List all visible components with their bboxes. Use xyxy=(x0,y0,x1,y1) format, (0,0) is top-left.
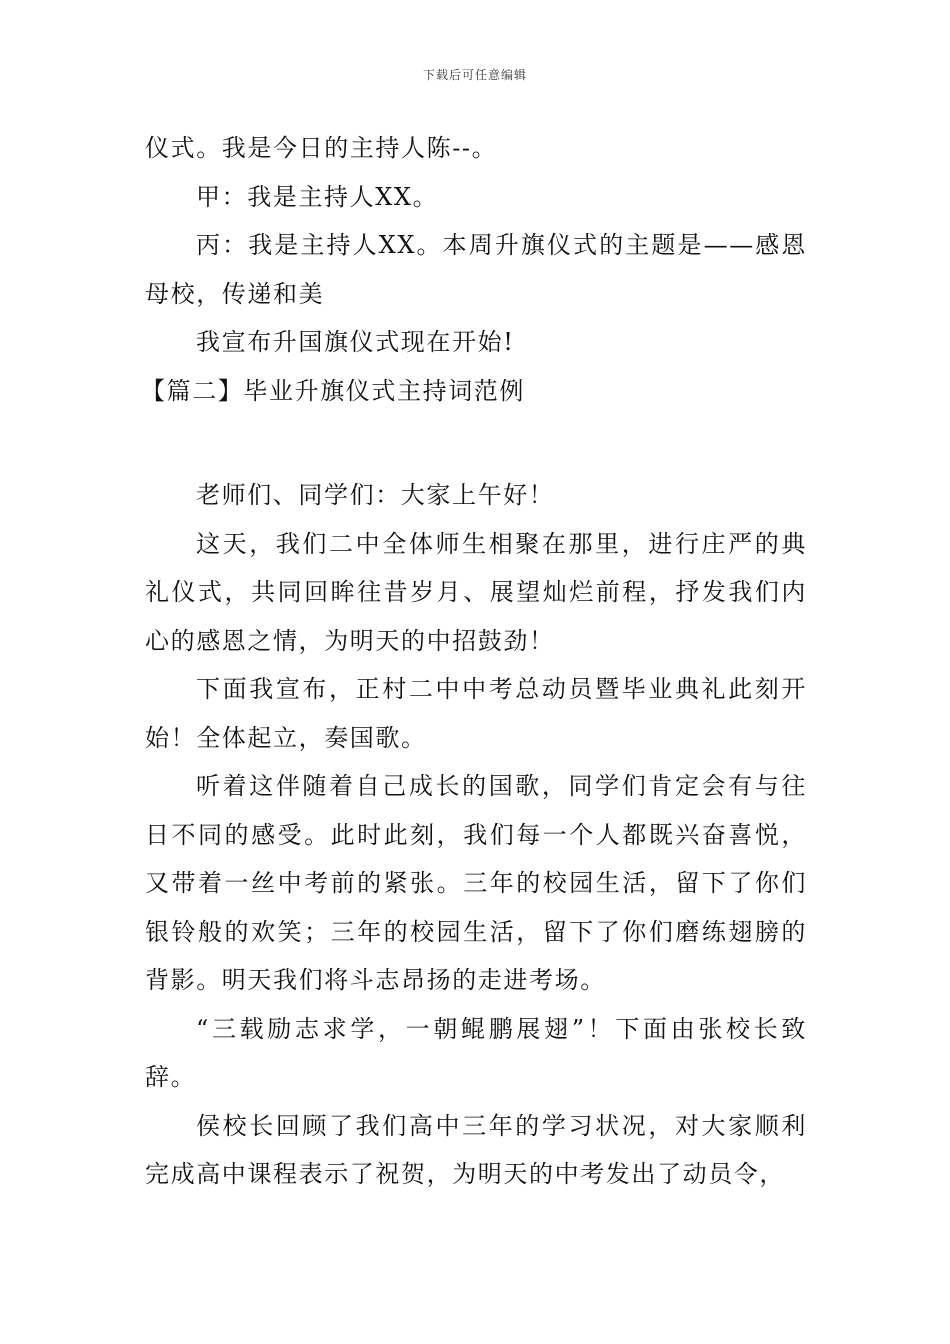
document-body xyxy=(141,124,807,1199)
paragraph-greeting: 老师们、同学们：大家上午好！ xyxy=(196,481,555,509)
paragraph-host-bing: 丙：我是主持人XX。本周升旗仪式的主题是——感恩母校，传递和美 xyxy=(145,231,807,308)
paragraph-anthem-feelings: 听着这伴随着自己成长的国歌，同学们肯定会有与往日不同的感受。此时此刻，我们每一个人都既兴奋喜悦，又带着一丝中考前的紧张。三年的校园生活，留下了你们银铃般的欢笑；三年的校园生活，留下了你们磨练翅膀的背影。明天我们将斗志昂扬的走进考场。 xyxy=(145,772,807,994)
section-heading: 【篇二】毕业升旗仪式主持词范例 xyxy=(141,376,525,405)
paragraph-gathering: 这天，我们二中全体师生相聚在那里，进行庄严的典礼仪式，共同回眸往昔岁月、展望灿烂前程，抒发我们内心的感恩之情，为明天的中招鼓劲！ xyxy=(145,529,807,655)
paragraph-host-jia: 甲：我是主持人XX。 xyxy=(196,182,439,211)
paragraph-ceremony-start: 下面我宣布，正村二中中考总动员暨毕业典礼此刻开始！全体起立，奏国歌。 xyxy=(145,675,807,752)
paragraph-principal-speech: “三载励志求学，一朝鲲鹏展翅”！下面由张校长致辞。 xyxy=(145,1014,807,1091)
paragraph-continuation: 仪式。我是今日的主持人陈--。 xyxy=(145,134,498,162)
paragraph-announcement: 我宣布升国旗仪式现在开始! xyxy=(196,328,515,356)
page-header-note: 下载后可任意编辑 xyxy=(422,68,527,82)
paragraph-principal-review: 侯校长回顾了我们高中三年的学习状况，对大家顺利完成高中课程表示了祝贺，为明天的中考发出了动员令， xyxy=(145,1111,807,1188)
